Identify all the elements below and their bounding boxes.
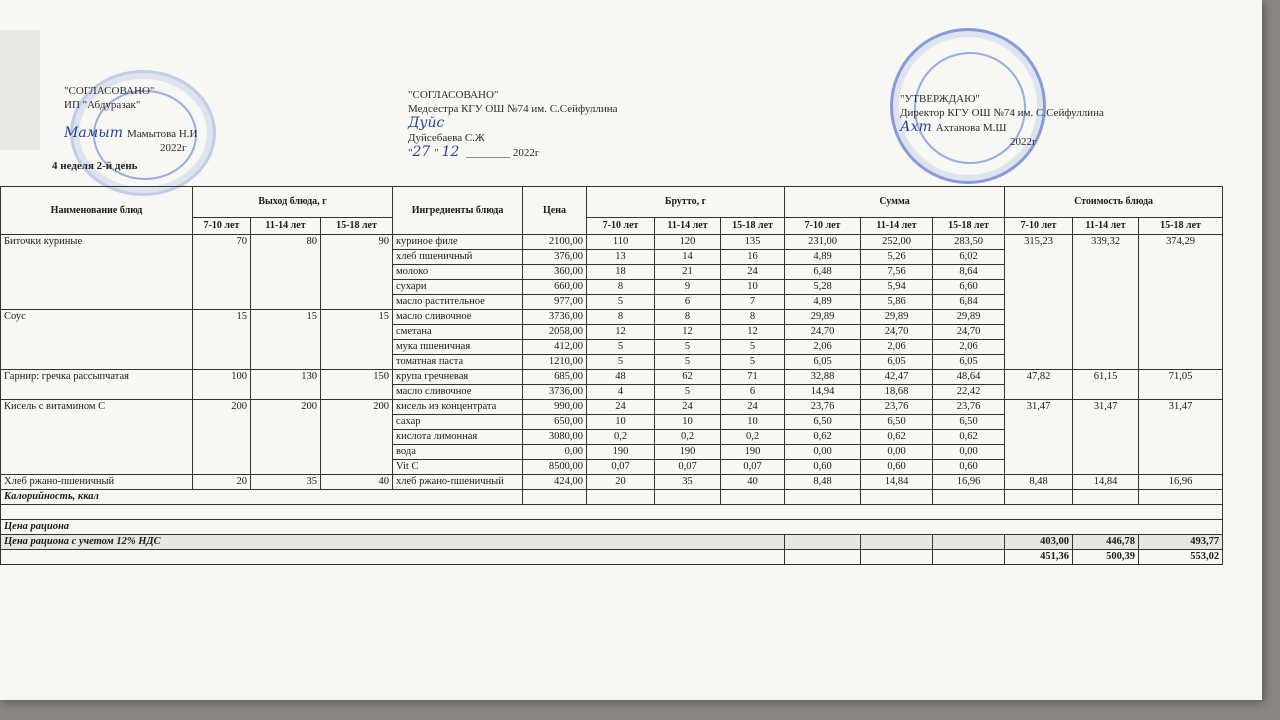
header-age: 7-10 лет (193, 218, 251, 235)
dish-cost: 61,15 (1073, 370, 1139, 400)
header-price: Цена (523, 187, 587, 235)
sum-value: 0,00 (861, 445, 933, 460)
sum-value: 0,62 (933, 430, 1005, 445)
ingredient-price: 1210,00 (523, 355, 587, 370)
dish-yield: 200 (321, 400, 393, 475)
approval-title: "СОГЛАСОВАНО" (64, 85, 155, 97)
sum-value: 0,60 (785, 460, 861, 475)
header-age: 7-10 лет (587, 218, 655, 235)
sum-value: 283,50 (933, 235, 1005, 250)
dish-yield: 20 (193, 475, 251, 490)
approval-title: "СОГЛАСОВАНО" (408, 89, 499, 101)
brutto-value: 5 (587, 355, 655, 370)
approval-name: Мамытова Н.И (126, 128, 198, 140)
approval-block-middle: "СОГЛАСОВАНО" Медсестра КГУ ОШ №74 им. С.Сейфуллина Дуйс Дуйсебаева С.Ж "27 " 12 ________ 2022г (408, 89, 618, 160)
brutto-value: 5 (655, 385, 721, 400)
brutto-value: 110 (587, 235, 655, 250)
sum-value: 23,76 (861, 400, 933, 415)
dish-yield: 15 (251, 310, 321, 370)
brutto-value: 135 (721, 235, 785, 250)
calories-label: Калорийность, ккал (1, 490, 523, 505)
sum-value: 0,62 (861, 430, 933, 445)
ration-vat-value: 500,39 (1073, 550, 1139, 565)
ingredient-price: 660,00 (523, 280, 587, 295)
table-row (1, 235, 1223, 250)
ingredient-price: 412,00 (523, 340, 587, 355)
brutto-value: 6 (655, 295, 721, 310)
ration-vat-label: Цена рациона с учетом 12% НДС (1, 535, 785, 550)
dish-cost: 339,32 (1073, 235, 1139, 370)
header-age: 7-10 лет (1005, 218, 1073, 235)
sum-value: 6,50 (861, 415, 933, 430)
approval-name: Ахтанова М.Ш (935, 122, 1007, 134)
brutto-value: 48 (587, 370, 655, 385)
dish-name: Хлеб ржано-пшеничный (1, 475, 193, 490)
ingredient-name: Vit C (393, 460, 523, 475)
sum-value: 24,70 (861, 325, 933, 340)
ingredient-price: 977,00 (523, 295, 587, 310)
sum-value: 0,60 (933, 460, 1005, 475)
calories-row (1, 490, 1223, 505)
sum-value: 2,06 (861, 340, 933, 355)
brutto-value: 18 (587, 265, 655, 280)
brutto-value: 40 (721, 475, 785, 490)
dish-cost: 31,47 (1073, 400, 1139, 475)
ration-price-value: 446,78 (1073, 535, 1139, 550)
ingredient-name: масло растительное (393, 295, 523, 310)
brutto-value: 12 (721, 325, 785, 340)
ingredient-name: кислота лимонная (393, 430, 523, 445)
brutto-value: 190 (655, 445, 721, 460)
approval-date-year: 2022г (512, 147, 540, 159)
dish-cost: 315,23 (1005, 235, 1073, 370)
header-age: 7-10 лет (785, 218, 861, 235)
brutto-value: 6 (721, 385, 785, 400)
brutto-value: 0,07 (721, 460, 785, 475)
sum-value: 2,06 (785, 340, 861, 355)
header-age: 15-18 лет (321, 218, 393, 235)
sum-value: 16,96 (933, 475, 1005, 490)
header-yield: Выход блюда, г (193, 187, 393, 218)
ingredient-price: 3736,00 (523, 385, 587, 400)
ingredient-name: мука пшеничная (393, 340, 523, 355)
week-day-label: 4 неделя 2-й день (52, 160, 138, 172)
approval-block-left (64, 84, 197, 155)
brutto-value: 14 (655, 250, 721, 265)
sum-value: 6,05 (933, 355, 1005, 370)
brutto-value: 12 (655, 325, 721, 340)
brutto-value: 5 (721, 340, 785, 355)
ingredient-price: 990,00 (523, 400, 587, 415)
ingredient-name: сахар (393, 415, 523, 430)
dish-cost: 14,84 (1073, 475, 1139, 490)
brutto-value: 0,2 (587, 430, 655, 445)
sum-value: 0,62 (785, 430, 861, 445)
brutto-value: 24 (721, 400, 785, 415)
brutto-value: 0,07 (587, 460, 655, 475)
brutto-value: 8 (721, 310, 785, 325)
dish-yield: 15 (321, 310, 393, 370)
sum-value: 23,76 (785, 400, 861, 415)
approval-date: 2022г (1010, 136, 1037, 148)
sum-value: 4,89 (785, 250, 861, 265)
header-ingredients: Ингредиенты блюда (393, 187, 523, 235)
brutto-value: 9 (655, 280, 721, 295)
header-age: 11-14 лет (861, 218, 933, 235)
header-age: 15-18 лет (721, 218, 785, 235)
underlying-sheet-edge (0, 30, 40, 150)
dish-cost: 47,82 (1005, 370, 1073, 400)
ration-vat-row (1, 535, 1223, 550)
signature: Мамыт (64, 125, 123, 141)
sum-value: 8,48 (785, 475, 861, 490)
sum-value: 8,64 (933, 265, 1005, 280)
header-age: 15-18 лет (1139, 218, 1223, 235)
brutto-value: 8 (655, 310, 721, 325)
sum-value: 0,60 (861, 460, 933, 475)
approval-date-month: 12 (441, 144, 460, 160)
brutto-value: 20 (587, 475, 655, 490)
sum-value: 5,26 (861, 250, 933, 265)
sum-value: 6,50 (933, 415, 1005, 430)
dish-name: Биточки куриные (1, 235, 193, 310)
brutto-value: 120 (655, 235, 721, 250)
table-row (1, 475, 1223, 490)
brutto-value: 5 (655, 355, 721, 370)
brutto-value: 8 (587, 310, 655, 325)
brutto-value: 10 (655, 415, 721, 430)
approval-block-right (900, 92, 1104, 149)
dish-cost: 8,48 (1005, 475, 1073, 490)
brutto-value: 35 (655, 475, 721, 490)
header-dish: Наименование блюд (1, 187, 193, 235)
ingredient-name: кисель из концентрата (393, 400, 523, 415)
ration-vat-value: 451,36 (1005, 550, 1073, 565)
dish-cost: 31,47 (1005, 400, 1073, 475)
brutto-value: 5 (587, 340, 655, 355)
dish-cost: 71,05 (1139, 370, 1223, 400)
dish-yield: 130 (251, 370, 321, 400)
brutto-value: 24 (655, 400, 721, 415)
sum-value: 6,02 (933, 250, 1005, 265)
brutto-value: 0,2 (721, 430, 785, 445)
ingredient-name: молоко (393, 265, 523, 280)
sum-value: 23,76 (933, 400, 1005, 415)
dish-yield: 100 (193, 370, 251, 400)
empty-row (1, 505, 1223, 520)
ingredient-price: 650,00 (523, 415, 587, 430)
sum-value: 29,89 (785, 310, 861, 325)
sum-value: 6,48 (785, 265, 861, 280)
sum-value: 29,89 (933, 310, 1005, 325)
header-brutto: Брутто, г (587, 187, 785, 218)
ingredient-price: 8500,00 (523, 460, 587, 475)
brutto-value: 0,2 (655, 430, 721, 445)
brutto-value: 5 (655, 340, 721, 355)
header-sum: Сумма (785, 187, 1005, 218)
approval-org: ИП "Абдуразак" (64, 99, 141, 111)
sum-value: 0,00 (785, 445, 861, 460)
header-age: 15-18 лет (933, 218, 1005, 235)
brutto-value: 8 (587, 280, 655, 295)
brutto-value: 5 (721, 355, 785, 370)
header-age: 11-14 лет (1073, 218, 1139, 235)
approval-org: Медсестра КГУ ОШ №74 им. С.Сейфуллина (408, 103, 618, 115)
ingredient-price: 360,00 (523, 265, 587, 280)
dish-yield: 40 (321, 475, 393, 490)
sum-value: 24,70 (785, 325, 861, 340)
brutto-value: 190 (587, 445, 655, 460)
brutto-value: 12 (587, 325, 655, 340)
brutto-value: 7 (721, 295, 785, 310)
sum-value: 42,47 (861, 370, 933, 385)
ingredient-price: 0,00 (523, 445, 587, 460)
sum-value: 5,28 (785, 280, 861, 295)
brutto-value: 10 (721, 280, 785, 295)
ration-price-value: 493,77 (1139, 535, 1223, 550)
dish-name: Кисель с витамином С (1, 400, 193, 475)
brutto-value: 24 (587, 400, 655, 415)
sum-value: 18,68 (861, 385, 933, 400)
approval-date: 2022г (160, 142, 187, 154)
menu-table (0, 186, 1223, 565)
ration-vat-value: 553,02 (1139, 550, 1223, 565)
sum-value: 0,00 (933, 445, 1005, 460)
sum-value: 48,64 (933, 370, 1005, 385)
brutto-value: 0,07 (655, 460, 721, 475)
ingredient-name: куриное филе (393, 235, 523, 250)
brutto-value: 10 (587, 415, 655, 430)
signature: Ахт (900, 119, 932, 135)
sum-value: 7,56 (861, 265, 933, 280)
ration-price-value: 403,00 (1005, 535, 1073, 550)
ingredient-price: 376,00 (523, 250, 587, 265)
brutto-value: 5 (587, 295, 655, 310)
ingredient-price: 685,00 (523, 370, 587, 385)
sum-value: 4,89 (785, 295, 861, 310)
brutto-value: 71 (721, 370, 785, 385)
brutto-value: 24 (721, 265, 785, 280)
ingredient-name: хлеб пшеничный (393, 250, 523, 265)
ingredient-name: крупа гречневая (393, 370, 523, 385)
ingredient-price: 2058,00 (523, 325, 587, 340)
dish-yield: 35 (251, 475, 321, 490)
ingredient-name: хлеб ржано-пшеничный (393, 475, 523, 490)
dish-yield: 80 (251, 235, 321, 310)
ingredient-name: масло сливочное (393, 385, 523, 400)
header-age: 11-14 лет (655, 218, 721, 235)
sum-value: 6,05 (785, 355, 861, 370)
dish-cost: 374,29 (1139, 235, 1223, 370)
sum-value: 29,89 (861, 310, 933, 325)
header-cost: Стоимость блюда (1005, 187, 1223, 218)
dish-yield: 200 (251, 400, 321, 475)
ingredient-name: томатная паста (393, 355, 523, 370)
dish-yield: 70 (193, 235, 251, 310)
sum-value: 6,05 (861, 355, 933, 370)
dish-yield: 15 (193, 310, 251, 370)
approval-name: Дуйсебаева С.Ж (408, 132, 485, 144)
sum-value: 22,42 (933, 385, 1005, 400)
ration-price-label: Цена рациона (1, 520, 1223, 535)
ingredient-name: сухари (393, 280, 523, 295)
brutto-value: 62 (655, 370, 721, 385)
brutto-value: 21 (655, 265, 721, 280)
ration-vat-values-row (1, 550, 1223, 565)
dish-yield: 150 (321, 370, 393, 400)
sum-value: 5,94 (861, 280, 933, 295)
signature: Дуйс (408, 115, 445, 131)
sum-value: 6,50 (785, 415, 861, 430)
ingredient-price: 424,00 (523, 475, 587, 490)
dish-name: Гарнир: гречка рассыпчатая (1, 370, 193, 400)
ingredient-price: 3736,00 (523, 310, 587, 325)
sum-value: 32,88 (785, 370, 861, 385)
sum-value: 231,00 (785, 235, 861, 250)
ingredient-price: 2100,00 (523, 235, 587, 250)
sum-value: 252,00 (861, 235, 933, 250)
brutto-value: 4 (587, 385, 655, 400)
dish-name: Соус (1, 310, 193, 370)
dish-yield: 200 (193, 400, 251, 475)
header-age: 11-14 лет (251, 218, 321, 235)
brutto-value: 16 (721, 250, 785, 265)
table-row (1, 400, 1223, 415)
approval-date-day: 27 (412, 144, 431, 160)
approval-title: "УТВЕРЖДАЮ" (900, 93, 980, 105)
sum-value: 14,94 (785, 385, 861, 400)
sum-value: 5,86 (861, 295, 933, 310)
dish-cost: 31,47 (1139, 400, 1223, 475)
ingredient-name: вода (393, 445, 523, 460)
sum-value: 6,60 (933, 280, 1005, 295)
dish-yield: 90 (321, 235, 393, 310)
approval-org: Директор КГУ ОШ №74 им. С.Сейфуллина (900, 107, 1104, 119)
ingredient-name: масло сливочное (393, 310, 523, 325)
sum-value: 24,70 (933, 325, 1005, 340)
sum-value: 14,84 (861, 475, 933, 490)
ration-price-row (1, 520, 1223, 535)
ingredient-name: сметана (393, 325, 523, 340)
brutto-value: 190 (721, 445, 785, 460)
ingredient-price: 3080,00 (523, 430, 587, 445)
sum-value: 2,06 (933, 340, 1005, 355)
table-row (1, 370, 1223, 385)
dish-cost: 16,96 (1139, 475, 1223, 490)
brutto-value: 10 (721, 415, 785, 430)
sum-value: 6,84 (933, 295, 1005, 310)
brutto-value: 13 (587, 250, 655, 265)
